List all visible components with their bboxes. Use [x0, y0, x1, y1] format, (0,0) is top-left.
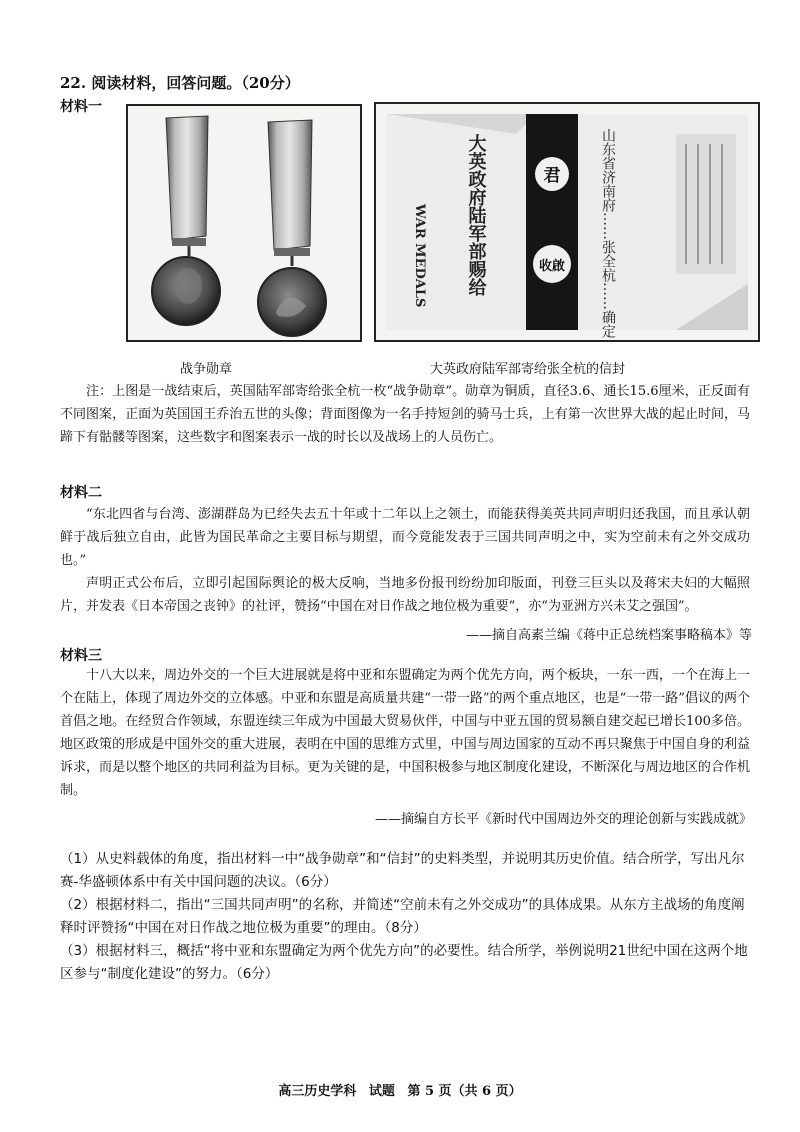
footer-type: 试题 — [368, 1084, 395, 1099]
envelope-illustration — [376, 104, 758, 340]
medal-illustration — [128, 106, 360, 340]
question-3: （3）根据材料三，概括“将中亚和东盟确定为两个优先方向”的必要性。结合所学，举例说明21世纪中国在这两个地区参与“制度化建设”的努力。（6分） — [60, 943, 748, 982]
question-title: 22. 阅读材料，回答问题。（20分） — [60, 74, 300, 92]
page-footer — [0, 1080, 800, 1099]
material2-quote: “东北四省与台湾、澎湖群岛为已经失去五十年或十二年以上之领土，而能获得美英共同声明归还我国，而且承认朝鲜于战后独立自由，此皆为国民革命之主要目标与期望，而今竟能发表于三国共同声明之中，实为空前未有之外交成功也。” — [60, 507, 750, 568]
envelope-war-medals-text: WAR MEDALS — [412, 204, 427, 308]
envelope-seal-bottom: 收啟 — [538, 259, 566, 274]
material3-label: 材料三 — [60, 648, 102, 664]
envelope-address-text: 山东省济南府……张全杭……确定 — [600, 128, 616, 338]
material3-para: 十八大以来，周边外交的一个巨大进展就是将中亚和东盟确定为两个优先方向，两个板块，一东一西，一个在海上一个在陆上，体现了周边外交的立体感。中亚和东盟是高质量共建“一带一路”的两个重点地区，也是“一带一路”倡议的两个首倡之地。在经贸合作领域，东盟连续三年成为中国最大贸易伙伴，中国与中亚五国的贸易额自建交起已增长100多倍。地区政策的形成是中国外交的重大进展，表明在中国的思维方式里，中国与周边国家的互动不再只聚焦于中国自身的利益诉求，而是以整个地区的共同利益为目标。更为关键的是，中国积极参与地区制度化建设，不断深化与周边地区的合作机制。 — [60, 668, 750, 798]
question-1: （1）从史料载体的角度，指出材料一中“战争勋章”和“信封”的史料类型，并说明其历史价值。结合所学，写出凡尔赛-华盛顿体系中有关中国问题的决议。（6分） — [60, 851, 745, 890]
envelope-caption: 大英政府陆军部寄给张全杭的信封 — [430, 362, 626, 377]
material1-label: 材料一 — [60, 99, 102, 115]
question-2: （2）根据材料二，指出“三国共同声明”的名称，并简述“空前未有之外交成功”的具体成果。从东方主战场的角度阐释时评赞扬“中国在对日作战之地位极为重要”的理由。（8分） — [60, 897, 745, 936]
material3-source: ——摘编自方长平《新时代中国周边外交的理论创新与实践成就》 — [374, 812, 752, 827]
footer-subject: 高三历史学科 — [278, 1084, 357, 1099]
material2-label: 材料二 — [60, 485, 102, 501]
medal-photo — [126, 104, 362, 342]
envelope-sender-text: 大英政府陆军部赐给 — [465, 134, 487, 296]
material2-para: 声明正式公布后，立即引起国际舆论的极大反响，当地多份报刊纷纷加印版面，刊登三巨头以及蒋宋夫妇的大幅照片，并发表《日本帝国之丧钟》的社评，赞扬“中国在对日作战之地位极为重要”，亦“为亚洲方兴未艾之强国”。 — [60, 576, 750, 614]
envelope-photo — [374, 102, 760, 342]
material1-note: 注：上图是一战结束后，英国陆军部寄给张全杭一枚“战争勋章”。勋章为铜质，直径3.6、通长15.6厘米，正反面有不同图案，正面为英国国王乔治五世的头像；背面图像为一名手持短剑的骑马士兵，上有第一次世界大战的起止时间，马蹄下有骷髅等图案，这些数字和图案表示一战的时长以及战场上的人员伤亡。 — [60, 384, 750, 445]
envelope-seal-top: 君 — [543, 166, 561, 186]
footer-page: 第 5 页（共 6 页） — [407, 1084, 522, 1099]
material2-source: ——摘自高素兰编《蒋中正总统档案事略稿本》等 — [465, 628, 752, 643]
medal-caption: 战争勋章 — [180, 362, 233, 377]
